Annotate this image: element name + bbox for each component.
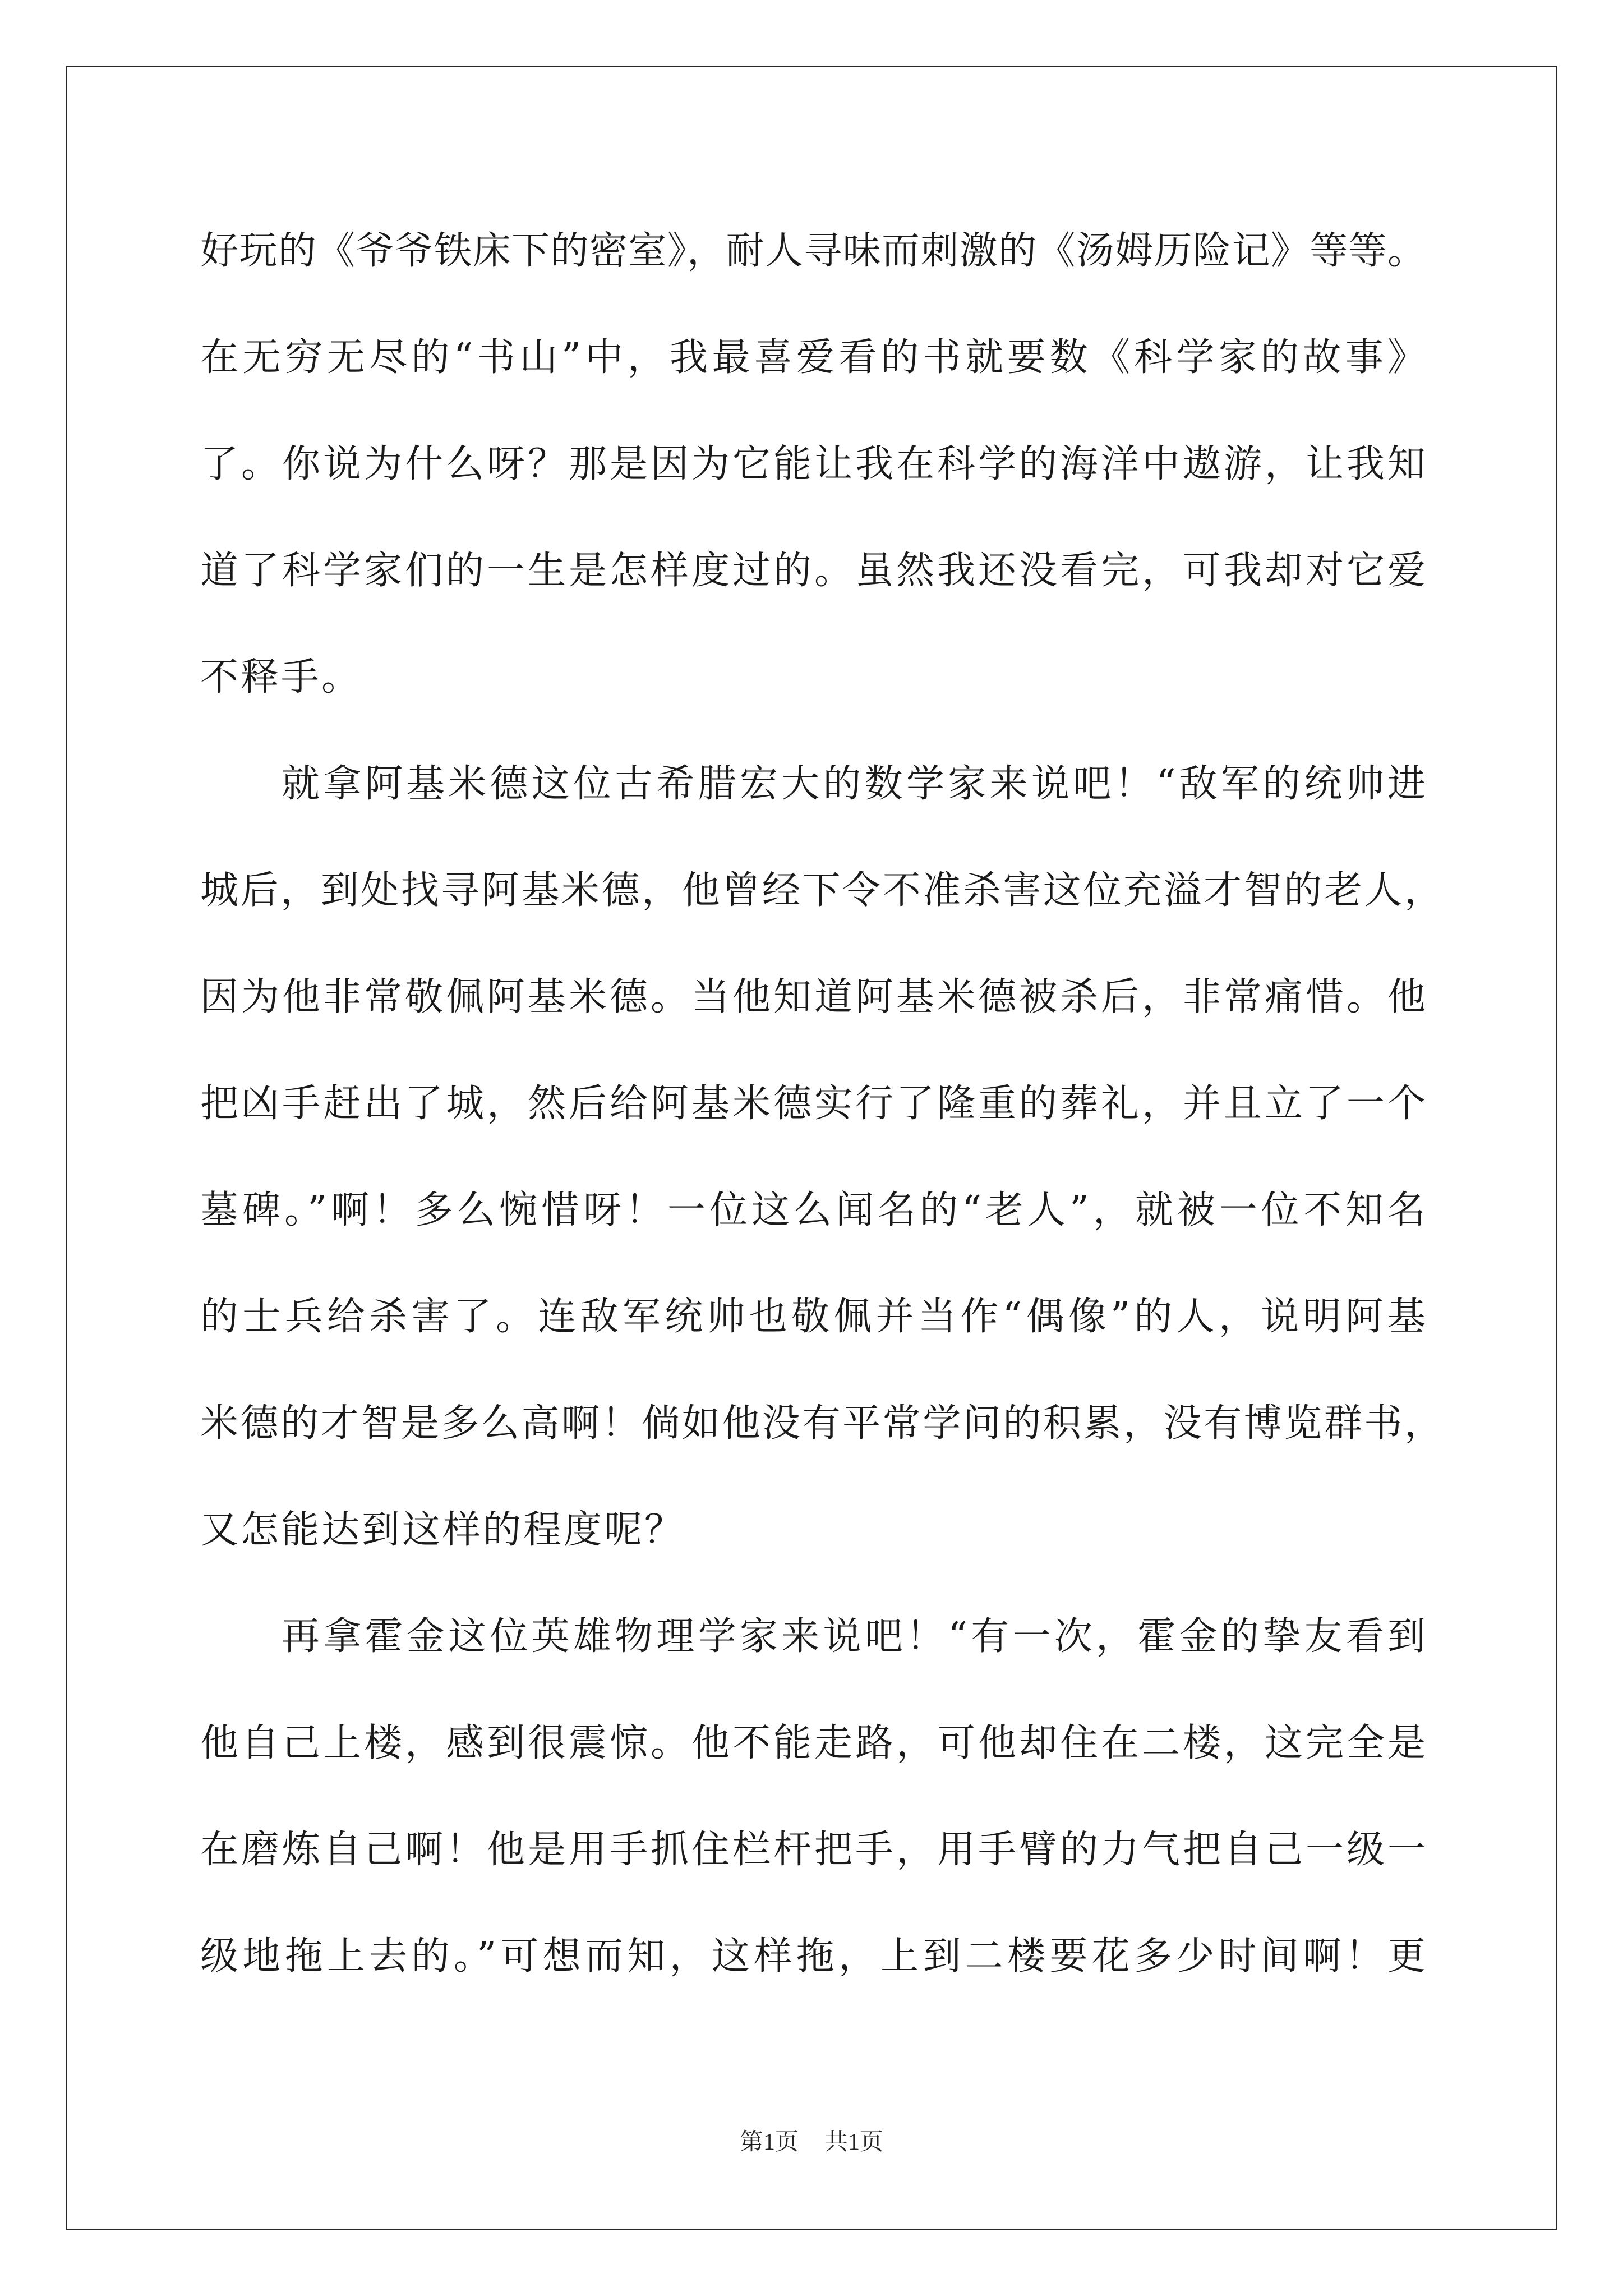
paragraph: [200, 731, 1442, 1584]
page-footer: [0, 2125, 1623, 2159]
text-line: 道了科学家们的一生是怎样度过的。虽然我还没看完，可我却对它爱: [200, 549, 1426, 593]
text-line: 好玩的《爷爷铁床下的密室》，耐人寻味而刺激的《汤姆历险记》等等。: [200, 229, 1426, 273]
page-total: 共1页: [824, 2129, 884, 2155]
paragraph: [200, 1584, 1426, 2010]
text-line: 再拿霍金这位英雄物理学家来说吧！“有一次，霍金的挚友看到: [282, 1614, 1426, 1659]
text-line: 他自己上楼，感到很震惊。他不能走路，可他却住在二楼，这完全是: [200, 1721, 1426, 1765]
paragraph: [200, 198, 1426, 731]
text-line: 把凶手赶出了城，然后给阿基米德实行了隆重的葬礼，并且立了一个: [200, 1082, 1426, 1126]
text-line: 就拿阿基米德这位古希腊宏大的数学家来说吧！“敌军的统帅进: [282, 762, 1426, 806]
text-line: 因为他非常敬佩阿基米德。当他知道阿基米德被杀后，非常痛惜。他: [200, 975, 1426, 1019]
text-line: 不释手。: [200, 655, 362, 700]
text-line: 在无穷无尽的“书山”中，我最喜爱看的书就要数《科学家的故事》: [200, 335, 1426, 380]
text-line: 城后，到处找寻阿基米德，他曾经下令不准杀害这位充溢才智的老人，: [200, 868, 1442, 913]
text-line: 又怎能达到这样的程度呢？: [200, 1508, 685, 1552]
text-line: 级地拖上去的。”可想而知，这样拖，上到二楼要花多少时间啊！更: [200, 1934, 1426, 1978]
text-line: 在磨炼自己啊！他是用手抓住栏杆把手，用手臂的力气把自己一级一: [200, 1828, 1426, 1872]
page-number: 第1页: [739, 2129, 799, 2155]
document-body: [200, 198, 1442, 2010]
text-line: 墓碑。”啊！多么惋惜呀！一位这么闻名的“老人”，就被一位不知名: [200, 1188, 1426, 1232]
text-line: 了。你说为什么呀？那是因为它能让我在科学的海洋中遨游，让我知: [200, 442, 1426, 486]
text-line: 米德的才智是多么高啊！倘如他没有平常学问的积累，没有博览群书，: [200, 1401, 1442, 1446]
text-line: 的士兵给杀害了。连敌军统帅也敬佩并当作“偶像”的人，说明阿基: [200, 1295, 1426, 1339]
